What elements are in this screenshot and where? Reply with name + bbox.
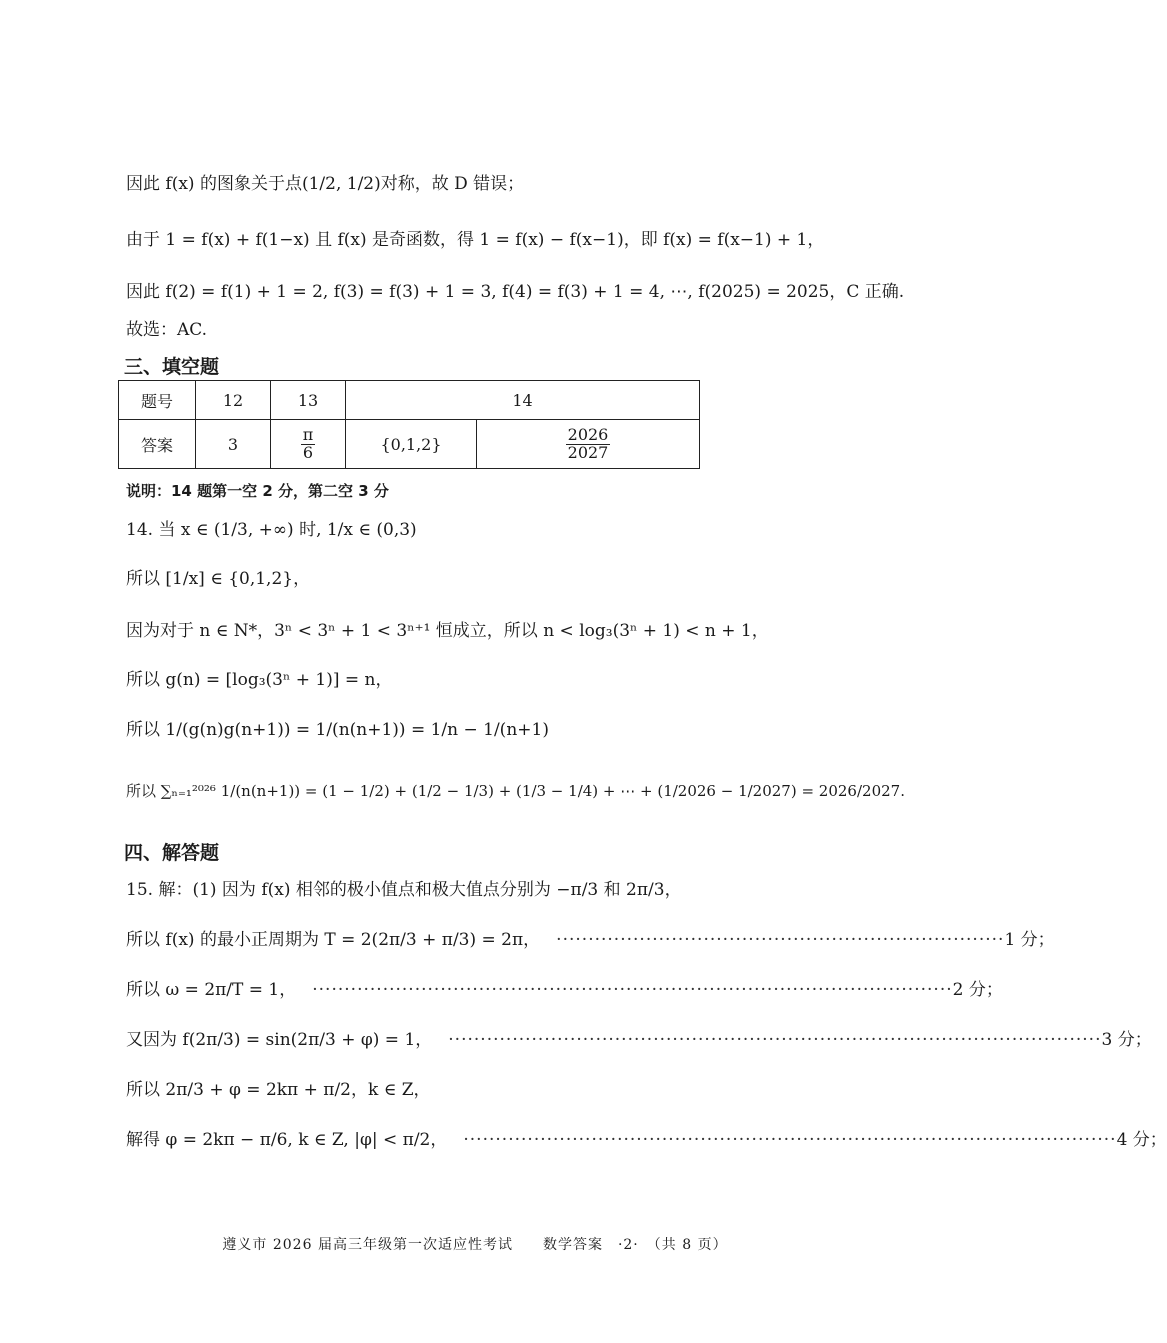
q14-text-3: 因为对于 n ∈ N*，3ⁿ < 3ⁿ + 1 < 3ⁿ⁺¹ 恒成立，所以 n < log₃(3ⁿ + 1) < n + 1， [126, 621, 769, 641]
q14-text-2: 所以 [1/x] ∈ {0,1,2}， [126, 569, 311, 589]
table-cell-label: 题号 [119, 381, 196, 420]
fraction-a13 [301, 424, 316, 462]
q14-text-4: 所以 g(n) = [log₃(3ⁿ + 1)] = n， [126, 670, 393, 690]
dot-leader: ···································································································· [312, 980, 953, 1000]
scoring-note: 说明：14 题第一空 2 分，第二空 3 分 [126, 482, 389, 500]
q14-text-1: 14. 当 x ∈ (1/3, +∞) 时, 1/x ∈ (0,3) [126, 520, 417, 540]
text-line-choice [126, 322, 207, 339]
q15-text-1: 15. 解：(1) 因为 f(x) 相邻的极小值点和极大值点分别为 −π/3 和 2π/3， [126, 880, 682, 900]
fraction-a14 [566, 424, 611, 462]
page-footer: 遵义市 2026 届高三年级第一次适应性考试 数学答案 ·2· （共 8 页） [222, 1237, 728, 1253]
q14-line-3 [126, 623, 769, 640]
answer-table [118, 380, 700, 469]
q15-text-2: 所以 f(x) 的最小正周期为 T = 2(2π/3 + π/3) = 2π， [126, 930, 541, 950]
q15-line-2 [126, 930, 1055, 950]
score-3: 3 分； [1101, 1030, 1152, 1050]
q15-line-1 [126, 882, 682, 899]
q15-line-5 [126, 1082, 431, 1099]
q15-text-3: 所以 ω = 2π/T = 1， [126, 980, 297, 1000]
table-cell-q12: 12 [196, 381, 271, 420]
q15-text-6: 解得 φ = 2kπ − π/6, k ∈ Z, |φ| < π/2， [126, 1130, 448, 1150]
q14-line-1 [126, 522, 417, 539]
table-cell-a14-set: {0,1,2} [346, 420, 477, 469]
dot-leader: ······································································ [556, 930, 1005, 950]
text-line-symmetry [126, 176, 524, 193]
q14-text-6: 所以 ∑ₙ₌₁²⁰²⁶ 1/(n(n+1)) = (1 − 1/2) + (1/2 − 1/3) + (1/3 − 1/4) + ⋯ + (1/2026 − 1/2027) = 2026/2027. [126, 782, 905, 800]
q14-line-5 [126, 722, 549, 739]
fraction-numerator: 2026 [567, 424, 609, 444]
section-title-fill-blank: 三、填空题 [124, 356, 220, 378]
table-cell-a14-sum [477, 420, 700, 469]
text-values: 因此 f(2) = f(1) + 1 = 2, f(3) = f(3) + 1 = 3, f(4) = f(3) + 1 = 4, ⋯, f(2025) = 2025，C 正确. [126, 282, 905, 302]
table-cell-q14: 14 [346, 381, 700, 420]
q15-line-4 [126, 1030, 1152, 1050]
text-line-odd-function [126, 232, 824, 249]
fraction-numerator: π [302, 424, 314, 444]
table-cell-a13 [271, 420, 346, 469]
table-cell-answer-label: 答案 [119, 420, 196, 469]
q15-line-3 [126, 980, 1003, 1000]
fraction-denominator: 6 [302, 442, 314, 462]
text-line-values [126, 284, 904, 301]
section-title-solutions: 四、解答题 [124, 842, 220, 864]
q15-text-4: 又因为 f(2π/3) = sin(2π/3 + φ) = 1， [126, 1030, 433, 1050]
score-2: 2 分； [952, 980, 1003, 1000]
fraction-denominator: 2027 [567, 442, 609, 462]
text-symmetry: 因此 f(x) 的图象关于点(1/2, 1/2)对称，故 D 错误； [126, 174, 525, 194]
text-choice: 故选：AC. [126, 320, 208, 340]
score-1: 1 分； [1004, 930, 1055, 950]
table-row-header [119, 381, 700, 420]
q14-line-6 [126, 784, 905, 799]
text-odd-function: 由于 1 = f(x) + f(1−x) 且 f(x) 是奇函数，得 1 = f(x) − f(x−1)，即 f(x) = f(x−1) + 1， [126, 230, 825, 250]
q14-line-2 [126, 571, 310, 588]
dot-leader: ······································································································ [463, 1130, 1117, 1150]
table-row-answers [119, 420, 700, 469]
score-4: 4 分； [1116, 1130, 1167, 1150]
q15-text-5: 所以 2π/3 + φ = 2kπ + π/2，k ∈ Z， [126, 1080, 431, 1100]
q15-line-6 [126, 1130, 1167, 1150]
table-cell-q13: 13 [271, 381, 346, 420]
q14-text-5: 所以 1/(g(n)g(n+1)) = 1/(n(n+1)) = 1/n − 1/(n+1) [126, 720, 549, 740]
dot-leader: ······································································································ [448, 1030, 1102, 1050]
q14-line-4 [126, 672, 393, 689]
table-cell-a12: 3 [196, 420, 271, 469]
